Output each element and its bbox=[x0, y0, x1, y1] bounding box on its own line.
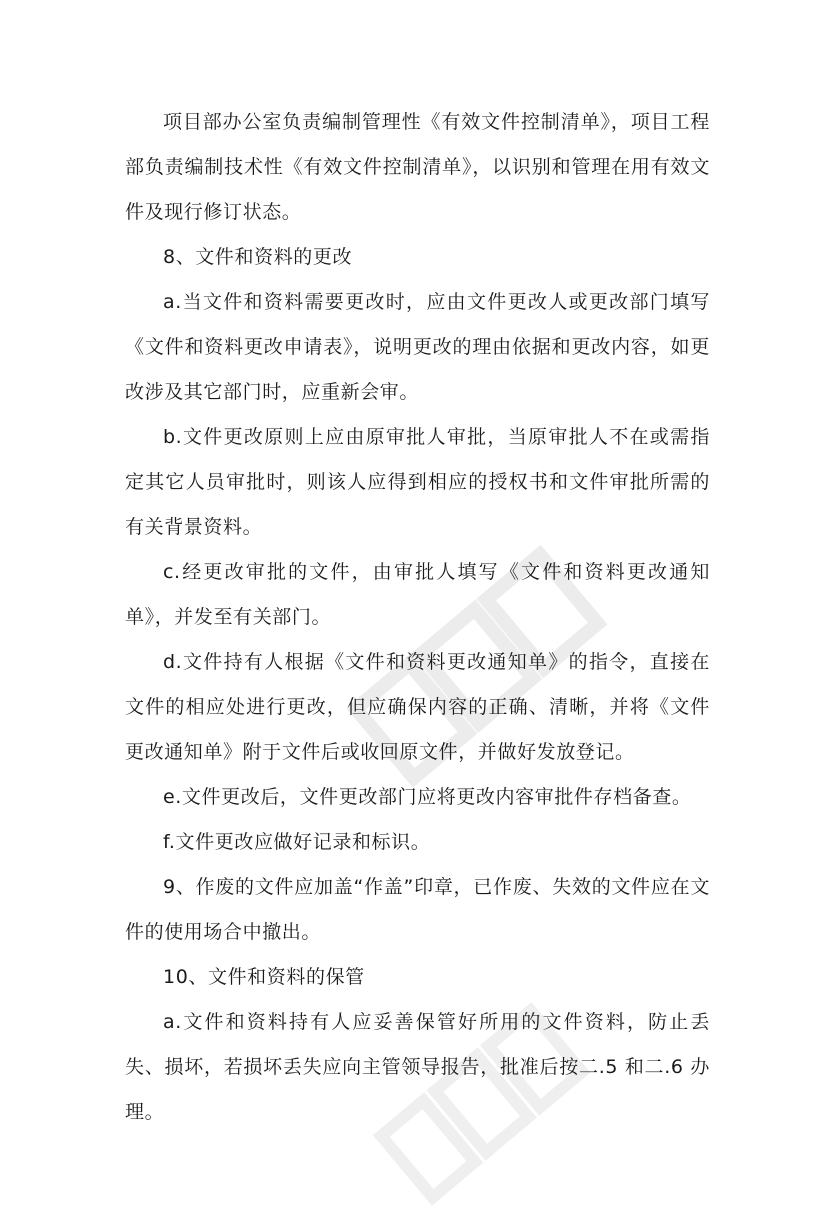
paragraph-change-b: b.文件更改原则上应由原审批人审批，当原审批人不在或需指定其它人员审批时，则该人应得到相应的授权书和文件审批所需的有关背景资料。 bbox=[125, 426, 710, 538]
paragraph-effective-file-list: 项目部办公室负责编制管理性《有效文件控制清单》，项目工程部负责编制技术性《有效文件控制清单》，以识别和管理在用有效文件及现行修订状态。 bbox=[125, 111, 710, 223]
paragraph-change-f: f.文件更改应做好记录和标识。 bbox=[163, 831, 431, 853]
paragraph-obsolete-files: 9、作废的文件应加盖“作盖”印章，已作废、失效的文件应在文件的使用场合中撤出。 bbox=[125, 876, 710, 943]
heading-file-changes: 8、文件和资料的更改 bbox=[163, 246, 353, 268]
document-body bbox=[125, 100, 710, 1135]
paragraph-change-a: a.当文件和资料需要更改时，应由文件更改人或更改部门填写《文件和资料更改申请表》，说明更改的理由依据和更改内容，如更改涉及其它部门时，应重新会审。 bbox=[125, 291, 710, 403]
paragraph-change-e: e.文件更改后，文件更改部门应将更改内容审批件存档备查。 bbox=[163, 786, 692, 808]
paragraph-change-d: d.文件持有人根据《文件和资料更改通知单》的指令，直接在文件的相应处进行更改，但应确保内容的正确、清晰，并将《文件更改通知单》附于文件后或收回原文件，并做好发放登记。 bbox=[125, 651, 710, 763]
heading-file-storage: 10、文件和资料的保管 bbox=[163, 966, 365, 988]
paragraph-change-c: c.经更改审批的文件，由审批人填写《文件和资料更改通知单》，并发至有关部门。 bbox=[125, 561, 710, 628]
paragraph-storage-a: a.文件和资料持有人应妥善保管好所用的文件资料，防止丢失、损坏，若损坏丢失应向主管领导报告，批准后按二.5 和二.6 办理。 bbox=[125, 1011, 710, 1123]
